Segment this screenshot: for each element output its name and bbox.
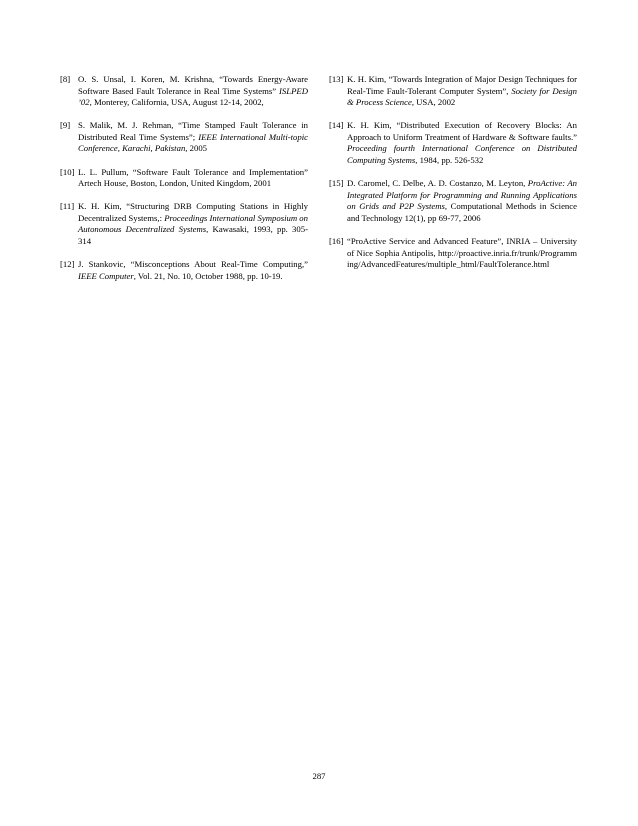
reference-segment: D. Caromel, C. Delbe, A. D. Costanzo, M. Leyton, bbox=[347, 178, 528, 189]
reference-segment: O. S. Unsal, I. Koren, M. Krishna, “Towards Energy-Aware Software Based Fault Tolerance in Real Time Systems” bbox=[78, 74, 308, 96]
reference-italic-segment: IEEE International Multi-topic Conference, Karachi, Pakistan, bbox=[78, 131, 308, 154]
reference-entry bbox=[329, 178, 577, 224]
reference-text bbox=[347, 120, 577, 165]
reference-entry bbox=[60, 259, 308, 282]
reference-number: [15] bbox=[329, 178, 344, 189]
reference-entry bbox=[329, 120, 577, 166]
reference-segment: “ProActive Service and Advanced Feature”, INRIA – University of Nice Sophia Antipolis, http://proactive.inria.fr/trunk/Programming/AdvancedFeatures/multiple_html/FaultTolerance.html bbox=[347, 236, 577, 270]
reference-entry bbox=[60, 167, 308, 190]
reference-italic-segment: IEEE Computer bbox=[78, 270, 134, 281]
reference-segment: K. H. Kim, “Structuring DRB Computing Stations in Highly Decentralized Systems,: bbox=[78, 201, 308, 223]
reference-segment: S. Malik, M. J. Rehman, “Time Stamped Fault Tolerance in Distributed Real Time Systems”; bbox=[78, 120, 308, 142]
reference-segment: Computational Methods in Science and Technology 12(1), pp 69-77, 2006 bbox=[347, 201, 577, 223]
reference-number: [13] bbox=[329, 74, 344, 84]
reference-number: [11] bbox=[60, 201, 75, 212]
reference-number: [8] bbox=[60, 74, 71, 84]
reference-segment: K. H. Kim, “Distributed Execution of Recovery Blocks: An Approach to Uniform Treatment of Hardware & Software faults.” bbox=[347, 120, 577, 142]
reference-italic-segment: ISLPED ’02 bbox=[78, 85, 308, 108]
reference-segment: K. H. Kim, “Towards Integration of Major Design Techniques for Real-Time Fault-Tolerant Computer System”, bbox=[347, 74, 577, 96]
reference-text bbox=[347, 178, 577, 223]
reference-number: [10] bbox=[60, 166, 75, 177]
reference-segment: 2005 bbox=[187, 143, 208, 154]
reference-italic-segment: Society for Design & Process Science bbox=[347, 85, 577, 108]
reference-text bbox=[347, 74, 577, 107]
reference-italic-segment: Proceedings International Symposium on Autonomous Decentralized Systems bbox=[78, 212, 308, 235]
references-column-left bbox=[60, 74, 308, 294]
reference-text bbox=[78, 201, 308, 246]
reference-entry bbox=[60, 120, 308, 155]
reference-text bbox=[78, 74, 308, 107]
page-number: 287 bbox=[312, 771, 326, 781]
reference-entry bbox=[60, 74, 308, 109]
reference-text bbox=[78, 259, 308, 281]
reference-segment: , Kawasaki, 1993, pp. 305-314 bbox=[78, 224, 308, 247]
reference-segment: J. Stankovic, “Misconceptions About Real-Time Computing,” bbox=[78, 259, 308, 270]
reference-number: [16] bbox=[329, 236, 344, 247]
reference-entry bbox=[60, 201, 308, 247]
reference-entry bbox=[329, 236, 577, 271]
reference-text bbox=[78, 167, 308, 189]
reference-text bbox=[347, 236, 577, 269]
reference-number: [14] bbox=[329, 120, 344, 131]
reference-segment: , Vol. 21, No. 10, October 1988, pp. 10-19. bbox=[133, 270, 283, 281]
reference-number: [12] bbox=[60, 259, 75, 270]
reference-segment: , Monterey, California, USA, August 12-14, 2002, bbox=[89, 97, 264, 108]
reference-italic-segment: Proceeding fourth International Conference on Distributed Computing Systems bbox=[347, 143, 577, 166]
reference-text bbox=[78, 120, 308, 153]
reference-segment: , 1984, pp. 526-532 bbox=[415, 155, 484, 166]
reference-segment: , USA, 2002 bbox=[411, 97, 456, 108]
reference-segment: L. L. Pullum, “Software Fault Tolerance and Implementation” Artech House, Boston, London, United Kingdom, 2001 bbox=[78, 166, 308, 189]
reference-italic-segment: ProActive: An Integrated Platform for Programming and Running Applications on Grids and P2P Systems, bbox=[347, 178, 577, 212]
references-column-right bbox=[329, 74, 577, 282]
reference-entry bbox=[329, 74, 577, 109]
reference-number: [9] bbox=[60, 120, 71, 131]
